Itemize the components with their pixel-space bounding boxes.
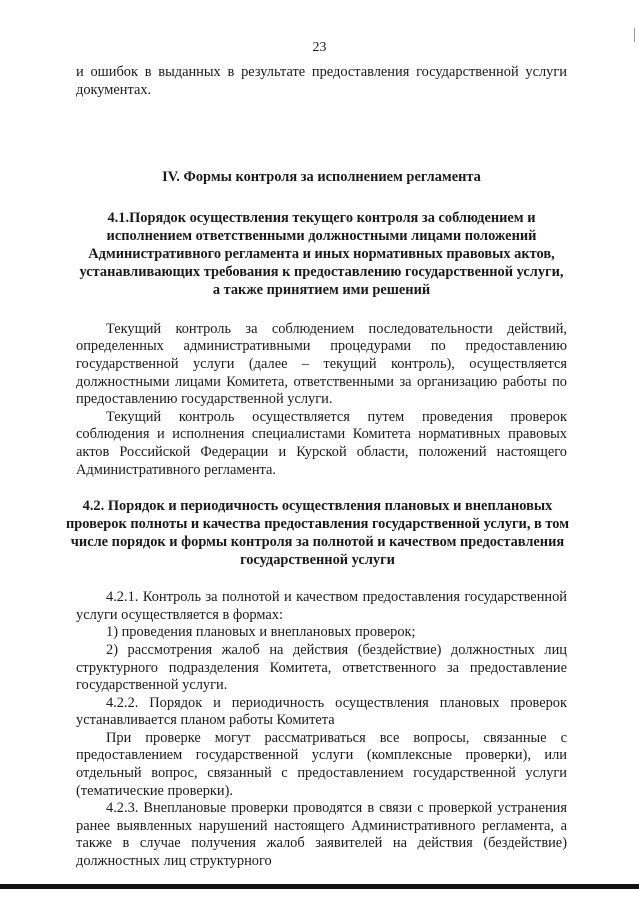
scan-edge-mark bbox=[634, 28, 635, 42]
document-body bbox=[65, 64, 570, 871]
subsection-4-1-title: 4.1.Порядок осуществления текущего контроля за соблюдением и исполнением ответственными должностными лицами положений Административного регламента и иных нормативных правовых актов, устанавливающих требования к предоставлению государственной услуги, а также принятием ими решений bbox=[79, 209, 564, 298]
paragraph: 4.2.3. Внеплановые проверки проводятся в связи с проверкой устранения ранее выявленных нарушений настоящего Административного регламента, а также в случае получения жалоб заявителей на действия (бездействие) должностных лиц структурного bbox=[76, 800, 567, 870]
subsection-4-2-title: 4.2. Порядок и периодичность осуществления плановых и внеплановых проверок полноты и качества предоставления государственной услуги, в том числе порядок и формы контроля за полнотой и качеством предоставления государственной услуги bbox=[65, 498, 570, 569]
bottom-border-line bbox=[0, 884, 639, 889]
paragraph: Текущий контроль осуществляется путем проведения проверок соблюдения и исполнения специалистами Комитета нормативных правовых актов Российской Федерации и Курской области, положений настоящего Административного регламента. bbox=[76, 408, 567, 478]
paragraph: 4.2.2. Порядок и периодичность осуществления плановых проверок устанавливается планом работы Комитета bbox=[76, 694, 567, 729]
list-item: 1) проведения плановых и внеплановых проверок; bbox=[106, 624, 416, 641]
subsection-4-1-body bbox=[76, 321, 567, 479]
page-number: 23 bbox=[312, 40, 327, 55]
continuation-paragraph: и ошибок в выданных в результате предоставления государственной услуги документах. bbox=[76, 64, 567, 98]
paragraph: 4.2.1. Контроль за полнотой и качеством предоставления государственной услуги осуществляется в формах: bbox=[76, 589, 567, 623]
paragraph: Текущий контроль за соблюдением последовательности действий, определенных административными процедурами по предоставлению государственной услуги (далее – текущий контроль), осуществляется должностными лицами Комитета, ответственными за организацию работы по предоставлению государственной услуги. bbox=[76, 320, 567, 408]
paragraph: При проверке могут рассматриваться все вопросы, связанные с предоставлением государственной услуги (комплексные проверки), или отдельный вопрос, связанный с предоставлением государственной услуги (тематические проверки). bbox=[76, 729, 567, 799]
section-title: IV. Формы контроля за исполнением регламента bbox=[162, 169, 481, 186]
list-item: 2) рассмотрения жалоб на действия (бездействие) должностных лиц структурного подразделения Комитета, ответственного за предоставление государственной услуги. bbox=[76, 641, 567, 694]
subsection-4-2-body bbox=[76, 589, 567, 871]
